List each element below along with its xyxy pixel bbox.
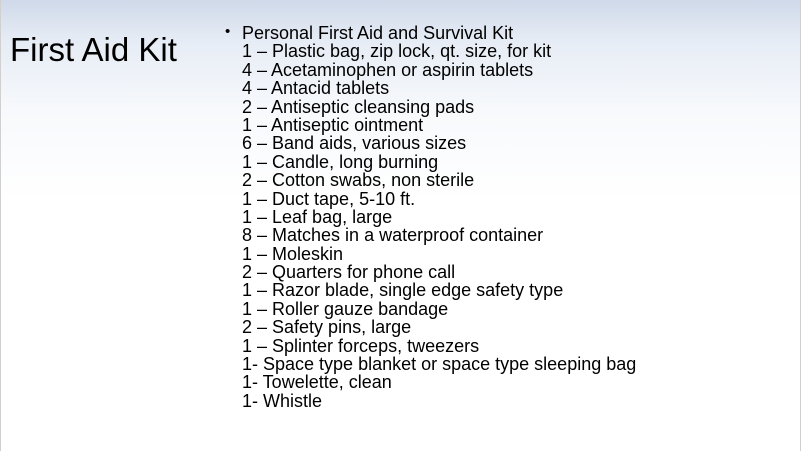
kit-item: 8 – Matches in a waterproof container	[242, 225, 544, 246]
kit-item: 2 – Quarters for phone call	[242, 262, 456, 283]
kit-heading: Personal First Aid and Survival Kit	[242, 23, 514, 43]
kit-item: 1- Whistle	[242, 390, 323, 411]
kit-item: 2 – Cotton swabs, non sterile	[242, 170, 475, 191]
kit-item: 1 – Plastic bag, zip lock, qt. size, for kit	[242, 41, 552, 62]
kit-item: 1 – Antiseptic ointment	[242, 114, 424, 135]
kit-item: 1- Towelette, clean	[242, 372, 392, 393]
kit-item: 1 – Razor blade, single edge safety type	[242, 280, 564, 301]
kit-item: 1 – Splinter forceps, tweezers	[242, 335, 480, 356]
kit-item-list	[225, 42, 795, 410]
slide-title: First Aid Kit	[10, 31, 177, 68]
kit-item: 4 – Acetaminophen or aspirin tablets	[242, 59, 534, 80]
kit-item: 4 – Antacid tablets	[242, 78, 390, 99]
kit-item: 6 – Band aids, various sizes	[242, 133, 467, 154]
kit-item: 1 – Moleskin	[242, 243, 344, 264]
bullet-icon: •	[225, 23, 231, 40]
kit-item: 1 – Roller gauze bandage	[242, 298, 449, 319]
kit-item: 1 – Leaf bag, large	[242, 206, 393, 227]
slide-content	[225, 24, 795, 410]
kit-item: 1 – Candle, long burning	[242, 151, 439, 172]
kit-item: 2 – Antiseptic cleansing pads	[242, 96, 475, 117]
kit-item: 1- Space type blanket or space type sleeping bag	[242, 354, 637, 375]
kit-item: 2 – Safety pins, large	[242, 317, 412, 338]
bullet-heading	[225, 24, 795, 42]
kit-item: 1 – Duct tape, 5-10 ft.	[242, 188, 416, 209]
